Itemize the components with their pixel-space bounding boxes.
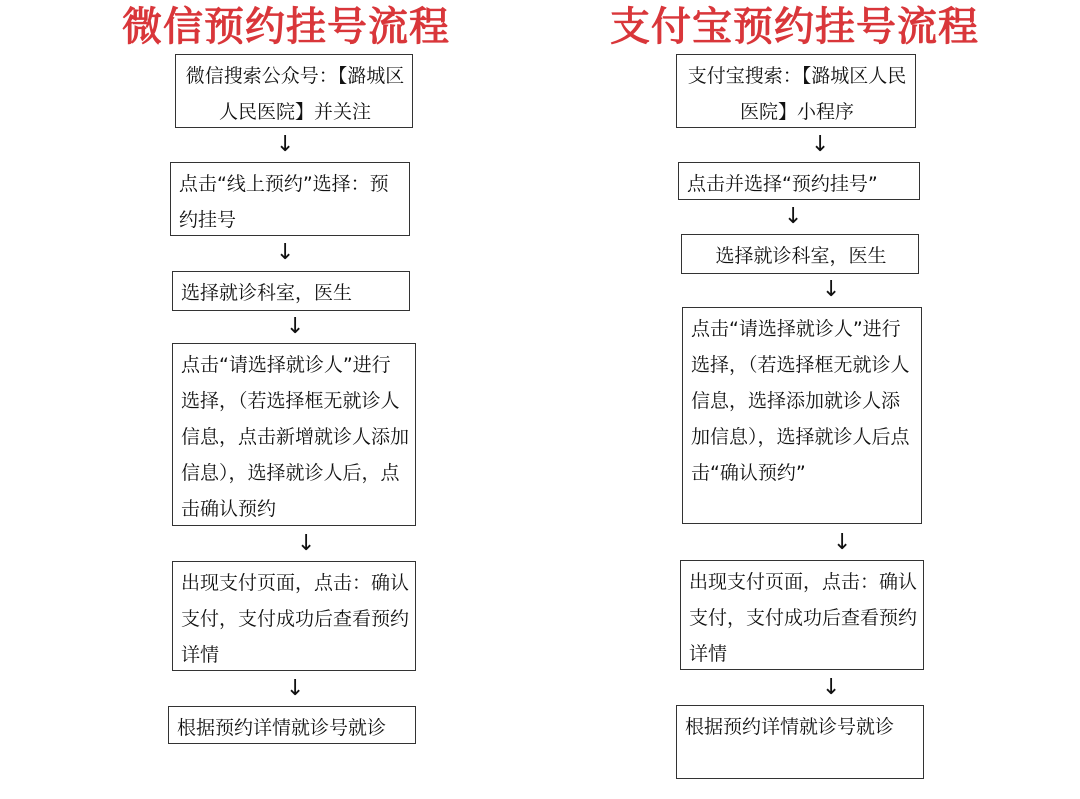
alipay-step-1: 支付宝搜索：【潞城区人民医院】小程序 [676, 54, 916, 128]
down-arrow-icon: ↓ [822, 277, 841, 302]
wechat-step-2: 点击“线上预约”选择：预约挂号 [170, 162, 410, 236]
down-arrow-icon: ↓ [276, 132, 295, 157]
down-arrow-icon: ↓ [297, 531, 316, 556]
wechat-step-1: 微信搜索公众号：【潞城区人民医院】并关注 [175, 54, 413, 128]
alipay-step-6: 根据预约详情就诊号就诊 [676, 705, 924, 779]
alipay-step-5: 出现支付页面，点击：确认支付，支付成功后查看预约详情 [680, 560, 924, 670]
wechat-step-3: 选择就诊科室，医生 [172, 271, 410, 311]
wechat-flow-title: 微信预约挂号流程 [122, 4, 450, 50]
wechat-step-4: 点击“请选择就诊人”进行选择，（若选择框无就诊人信息，点击新增就诊人添加信息），选择就诊人后，点击确认预约 [172, 343, 416, 526]
alipay-step-2: 点击并选择“预约挂号” [678, 162, 920, 200]
down-arrow-icon: ↓ [833, 530, 852, 555]
down-arrow-icon: ↓ [276, 240, 295, 265]
alipay-flow-title: 支付宝预约挂号流程 [610, 4, 979, 50]
down-arrow-icon: ↓ [286, 314, 305, 339]
alipay-step-4: 点击“请选择就诊人”进行选择，（若选择框无就诊人信息，选择添加就诊人添加信息），选择就诊人后点击“确认预约” [682, 307, 922, 524]
down-arrow-icon: ↓ [811, 132, 830, 157]
alipay-step-3: 选择就诊科室，医生 [681, 234, 919, 274]
down-arrow-icon: ↓ [784, 204, 803, 229]
down-arrow-icon: ↓ [822, 675, 841, 700]
wechat-step-6: 根据预约详情就诊号就诊 [168, 706, 416, 744]
down-arrow-icon: ↓ [286, 676, 305, 701]
wechat-step-5: 出现支付页面，点击：确认支付，支付成功后查看预约详情 [172, 561, 416, 671]
